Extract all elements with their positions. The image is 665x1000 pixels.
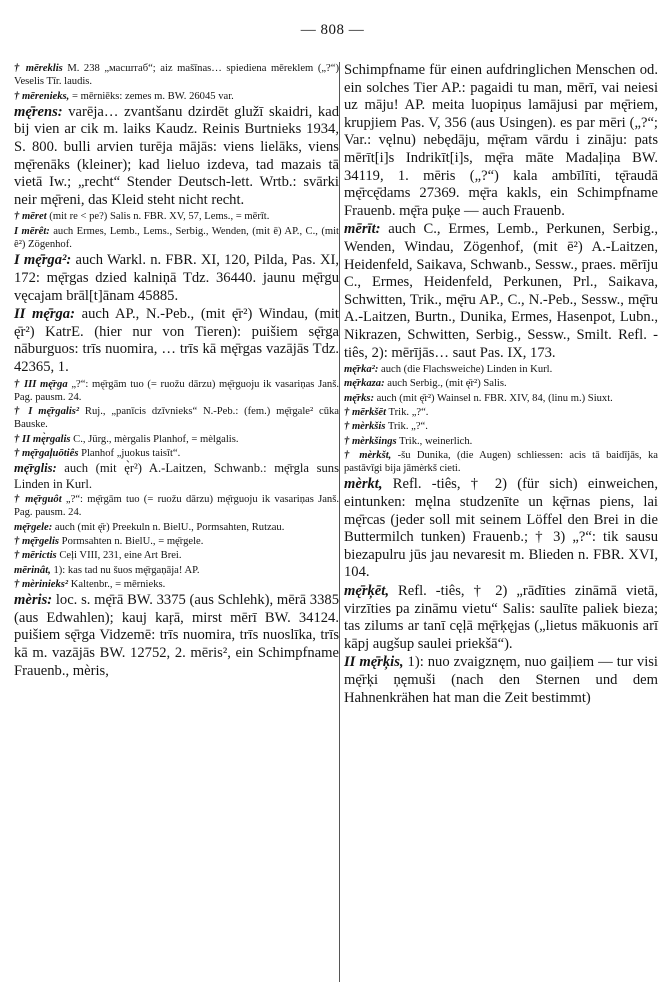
entry-text: auch C., Ermes, Lemb., Perkunen, Serbig., Wenden, Windau, Zögenhof, (mit ē²) A.-Laitzen, Heidenfeld, Saikava, Schwanb., Sessw., praes. mērīju C., Ermes, Heidenfeld, Perkunen, Prl., Saikava, Schwitten, Trik., mę̄ru AP., C., N.-Peb., Sessw., mę̄ru A.-Laitzen, Burtn., Dunika, Ermes, Hasenpot, Lubn., Nikrazen, Schwitten, Serbig., Sessw., Smilt. Refl. -tiês, 2): mērījās… saut Pas. IX, 173. [344,221,658,361]
entry-text: (mit re < ре?) Salis n. FBR. XV, 57, Lems., = mērīt. [46,211,270,223]
page-number: — 808 — [300,22,365,38]
dictionary-entry [14,549,339,562]
entry-headword: † mērictis [14,550,57,562]
left-column [14,62,339,681]
dictionary-entry [344,392,658,405]
entry-text: auch (die Flachsweiche) Linden in Kurl. [378,364,553,376]
entry-text: C., Jürg., mèrgalis Planhof, = mèlgalis. [70,433,239,445]
dictionary-entry [344,363,658,376]
entry-headword: mèrkt, [344,476,383,493]
dictionary-entry [14,493,339,520]
dictionary-entry [14,225,339,252]
dictionary-entry [14,62,339,89]
entry-text: auch (mit ę̄r²) Wainsel n. FBR. XIV, 84, (linu m.) Siuxt. [374,392,613,404]
entry-text: Planhof „juokus taisīt“. [78,447,181,459]
entry-text: Ceļi VIII, 231, eine Art Brei. [56,550,182,562]
entry-headword: I mę̄rga²: [14,252,72,269]
entry-headword: II mę̄rķis, [344,654,404,671]
dictionary-entry [14,306,339,376]
entry-text: 1): kas tad nu šuos mę̄rgaņāja! AP. [50,564,200,576]
dictionary-entry [14,447,339,460]
entry-text: 1): nuo zvaigznęm, nuo gaiļiem — tur visi mę̄rķi ņęmuši (nach den Sternen und dem Hahnenkrähen hat man die Zeit bestimmt) [344,654,658,706]
dictionary-entry [344,420,658,433]
entry-text: auch (mit ę̄r) Preekuln n. BielU., Pormsahten, Rutzau. [52,521,285,533]
entry-headword: † mèrkšings [344,435,397,447]
entry-text: auch Serbig., (mit ę̄r²) Salis. [384,378,507,390]
entry-headword: I mērêt: [14,225,50,237]
entry-text: -šu Dunika, (die Augen) schliessen: acis tā baidījās, ka pastāvīgi bija jāmèrkš cieti. [344,449,658,475]
dictionary-entry [14,535,339,548]
entry-text: Refl. -tiês, † 2) „rādīties zināmā vietā, virzīties pa zināmu vietu“ Salis: saulīte paliek bieza; tas zilums ar tanī cęļā mę̄rķęjas („lietus mākuonis arī kāpj augšup saulei priekšā“). [344,583,658,652]
entry-text: „?“: mę̄rgām tuo (= ruožu dārzu) mę̄rguoju ik vasariņas Janš. Pag. pausm. 24. [14,378,339,403]
entry-headword: mērinât, [14,564,51,576]
entry-headword: mèris: [14,592,53,609]
entry-text: Ruj., „panīcis dzīvnieks“ N.-Peb.: (fem.) mę̄rgale² cūka Bauske. [14,406,340,431]
dictionary-entry [14,252,339,305]
entry-text: Pormsahten n. BielU., = mę̄rgele. [59,535,204,547]
entry-headword: mę̄rka²: [344,364,379,376]
entry-text: Schimpfname für einen aufdringlichen Menschen od. ein solches Tier AP.: pagaidi tu man, mērī, vai neiesi uz māju! AP. meita luopiņus lamājusi par mę̄riem, krupjiem Pas. V, 356 (aus Usingen). es par mēri („?“; Var.: vęlnu) nebędāju, mę̄ram vārdu i zināju: pats mērīt[i]s Indrikīt[i]s, mę̄ra māte Madaļiņa BW. 34119, 1. mēris („?“) kala ambīlīti, tę̄raudā mę̄rcę̄dams 27369. mę̄ra kakls, ein Schimpfname Frauenb. mę̄ra puķe — auch Frauenb. [344,62,658,219]
entry-text: auch AP., N.-Peb., (mit ę̄r²) Windau, (mit ę̄r²) KatrE. (hier nur von Tieren): puišiem sę̄rga nāburguos: trīs nuomira, … trīs kā mę̄rgas vazājās Tdz. 42365, 1. [14,306,339,375]
entry-text: auch (mit ę̀r²) A.-Laitzen, Schwanb.: mę̄rgla suns Linden in Kurl. [14,461,339,491]
entry-text: varēja… zvantšanu dzirdēt glužī skaidri, kad bij vien ar cik m. laiks Kaudz. Reinis Burtnieks 1934, S. 800. bulli arvien turēja mājās: viens lielāks, viens mę̄renāks (kleiner); kad lieluo izdeva, tad mazais tā vietā Iw.; „recht“ Stender Deutsch-lett. Wrtb.: svārki neir mę̄reni, das Kleid steht nicht recht. [14,103,339,208]
dictionary-entry [344,476,658,582]
entry-headword: † mę̄rgaļuōtiês [14,447,79,459]
entry-headword: mę̄rgele: [14,521,53,533]
entry-headword: † mērkšēt [344,406,387,418]
entry-headword: † mę̄rgelis [14,535,60,547]
dictionary-entry [14,405,339,432]
dictionary-entry [344,377,658,390]
entry-headword: † mę̄rguôt [14,494,62,506]
entry-text: „?“: mę̄rgām tuo (= ruožu dārzu) mę̄rguoju ik vasariņas Janš. Pag. pausm. 24. [14,494,339,519]
dictionary-entry [14,433,339,446]
entry-headword: mę̄rkaza: [344,378,385,390]
column-divider [339,62,340,982]
entry-text: loc. s. mę̄rā BW. 3375 (aus Schlehk), mērā 3385 (aus Edwahlen); kauj kaŗā, mirst mērī BW. 34124. puišiem sę̄rga Vidzemē: trīs nuomira, trīs nuoslīka, trīs kā m. vazājās BW. 12752, 2. mēris², ein Schimpfname Frauenb., mèris, [14,592,339,679]
dictionary-entry [344,62,658,220]
dictionary-entry [14,592,339,680]
dictionary-entry [14,210,339,223]
entry-headword: † mèrinieks² [14,578,69,590]
entry-headword: mę̄rens: [14,103,63,120]
dictionary-entry [344,221,658,362]
dictionary-entry [14,378,339,405]
entry-text: Refl. -tiês, † 2) (für sich) einweichen, eintunken: męlna studzenīte un kę̄rnas piens, lai mę̄rcas (jeder soll mit seinem Löffel den Brei in die Buttermilch tunken) Frauenb.; † 3) „?“: tik sausu biezapulru jūs jau nevaresit m. Blieden n. FBR. XVI, 104. [344,476,658,581]
dictionary-entry [344,406,658,419]
entry-text: Trik. „?“. [386,406,429,418]
entry-headword: mērīt: [344,221,381,238]
dictionary-entry [14,521,339,534]
right-column [341,62,658,708]
entry-headword: † mēreklis [14,63,63,74]
dictionary-entry [344,654,658,707]
dictionary-entry [344,449,658,476]
entry-headword: mę̄rks: [344,392,375,404]
entry-headword: II mę̄rga: [14,306,75,323]
entry-text: auch Ermes, Lemb., Lems., Serbig., Wenden, (mit ē) AP., C., (mit ê²) Zögenhof. [14,225,339,251]
entry-headword: † mērenieks, [14,90,70,102]
entry-headword: † II mę̀rgalis [14,433,71,445]
dictionary-entry [14,578,339,591]
entry-headword: † mèrkšis [344,421,386,433]
entry-text: Kaltenbr., = mērnieks. [68,578,166,590]
entry-headword: † mèrkšt, [344,449,392,461]
entry-headword: mę̄rglis: [14,461,57,476]
entry-headword: mę̄rķēt, [344,583,389,600]
dictionary-entry [344,583,658,653]
entry-text: M. 238 „масштаб“; aiz mašīnas… spiediena mēreklem („?“) Veselis Tīr. laudis. [14,63,339,88]
entry-headword: † III mę̄rga [14,378,68,390]
entry-text: = mērniēks: zemes m. BW. 26045 var. [69,90,234,102]
dictionary-entry [14,90,339,103]
dictionary-entry [344,435,658,448]
entry-headword: † I mę̄rgalis² [14,406,80,418]
dictionary-entry [14,104,339,210]
entry-text: Trik. „?“. [385,421,428,433]
entry-headword: † mēret [14,211,47,223]
entry-text: auch Warkl. n. FBR. XI, 120, Pilda, Pas. XI, 172: mę̄rgas dzied kalniņā Tdz. 36440. jaunu mę̄rgu vęcajam brāl[t]ānam 45885. [14,252,339,304]
dictionary-entry [14,461,339,492]
entry-text: Trik., weinerlich. [396,435,473,447]
dictionary-entry [14,564,339,577]
